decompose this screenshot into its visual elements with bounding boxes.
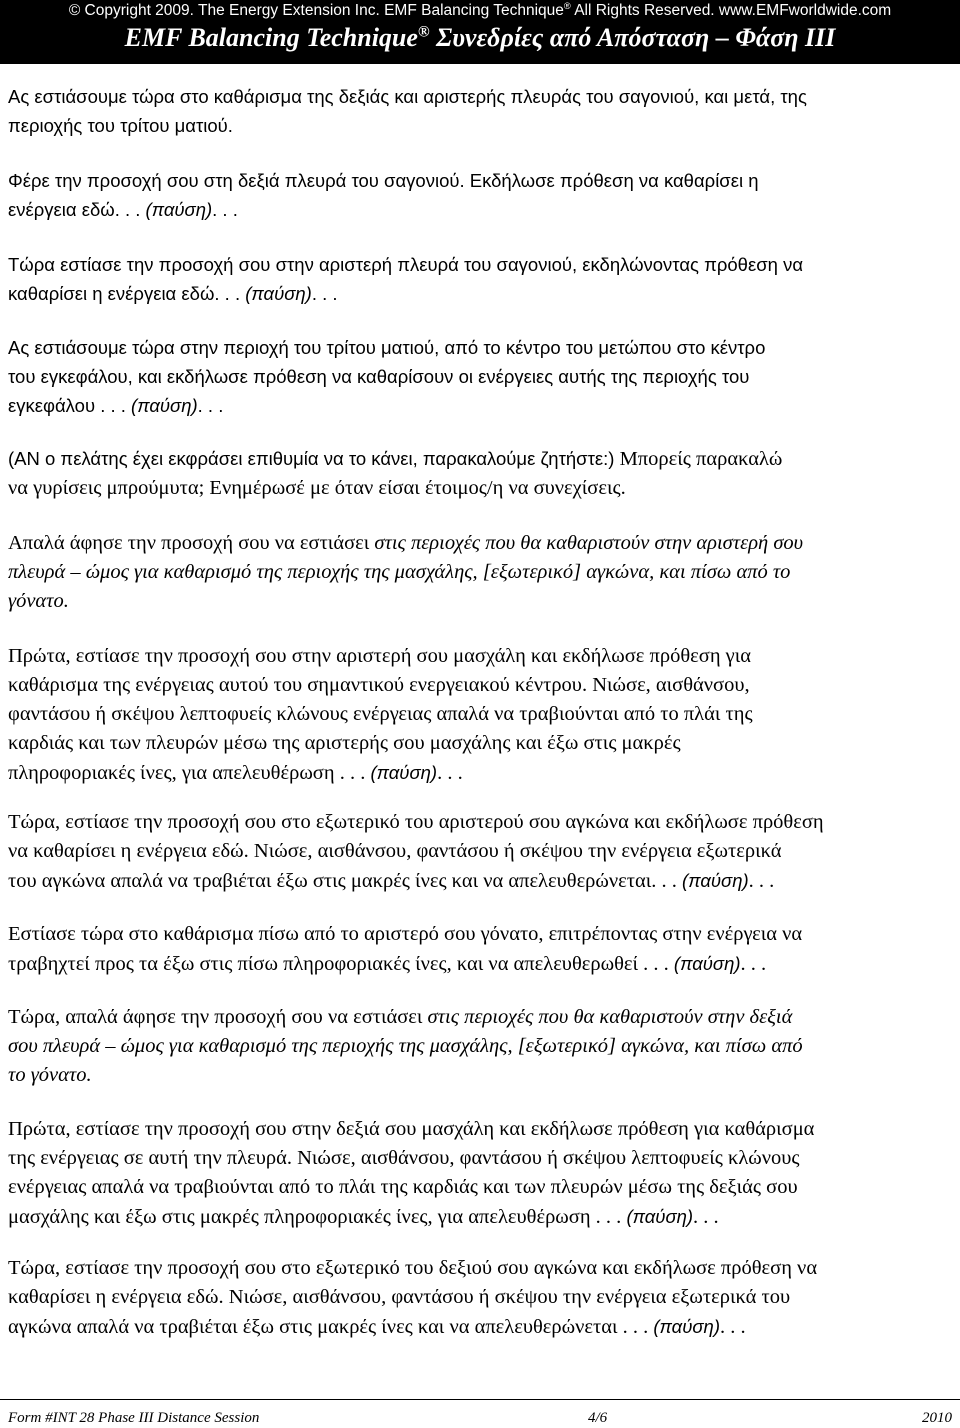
- pause-marker: (παύση): [245, 283, 312, 304]
- pause-marker: (παύση): [682, 870, 749, 891]
- text-line: ενέργεια εδώ. . .: [8, 199, 146, 220]
- footer-year: 2010: [922, 1410, 952, 1426]
- text-line: εγκεφάλου . . .: [8, 395, 132, 416]
- ellipsis: . . .: [212, 199, 238, 220]
- ellipsis: . . .: [197, 395, 224, 416]
- paragraph-4: [8, 333, 952, 420]
- text-line: καθάρισμα της ενέργειας αυτού του σημαντικού ενεργειακού κέντρου. Νιώσε, αισθάνσου,: [8, 674, 750, 696]
- text-line: Μπορείς παρακαλώ: [614, 448, 783, 470]
- text-line: καθαρίσει η ενέργεια εδώ. Νιώσε, αισθάνσου, φαντάσου ή σκέψου την ενέργεια εξωτερικά του: [8, 1286, 791, 1308]
- text-line: στις περιοχές που θα καθαριστούν στην δεξιά: [427, 1006, 793, 1028]
- text-line: Ενημέρωσέ με όταν είσαι έτοιμος/η να συνεχίσεις.: [204, 477, 626, 499]
- paragraph-10: [8, 1003, 952, 1090]
- text-line: Τώρα εστίασε την προσοχή σου στην αριστερή πλευρά του σαγονιού, εκδηλώνοντας πρόθεση να: [8, 254, 804, 275]
- registered-mark: ®: [563, 0, 571, 11]
- text-line: Τώρα, εστίασε την προσοχή σου στο εξωτερικό του δεξιού σου αγκώνα και εκδήλωσε πρόθεση να: [8, 1257, 818, 1279]
- title-subtitle: Συνεδρίες από Απόσταση – Φάση III: [429, 23, 836, 52]
- copyright-text: © Copyright 2009. The Energy Extension Inc. EMF Balancing Technique: [68, 2, 564, 19]
- text-line: στις περιοχές που θα καθαριστούν στην αριστερή σου: [374, 532, 804, 554]
- text-line: Απαλά άφησε την προσοχή σου να εστιάσει: [8, 532, 375, 554]
- text-line: Ας εστιάσουμε τώρα στο καθάρισμα της δεξιάς και αριστερής πλευράς του σαγονιού, και μετά, της: [8, 86, 807, 107]
- text-line: μασχάλης και έξω στις μακρές πληροφοριακές ίνες, για απελευθέρωση . . .: [8, 1206, 627, 1228]
- paragraph-9: [8, 920, 952, 979]
- text-line: να γυρίσεις μπρούμυτα;: [8, 477, 205, 499]
- text-line: Τώρα, εστίασε την προσοχή σου στο εξωτερικό του αριστερού σου αγκώνα και εκδήλωσε πρόθεση: [8, 811, 824, 833]
- pause-marker: (παύση): [653, 1316, 720, 1337]
- text-line: του εγκεφάλου, και εκδήλωσε πρόθεση να καθαρίσουν οι ενέργειες αυτής της περιοχής του: [8, 366, 750, 387]
- pause-marker: (παύση): [131, 395, 198, 416]
- paragraph-2: [8, 166, 952, 224]
- text-line: Πρώτα, εστίασε την προσοχή σου στην δεξιά σου μασχάλη και εκδήλωσε πρόθεση για καθάρισμα: [8, 1118, 815, 1140]
- instruction-note: (ΑΝ ο πελάτης έχει εκφράσει επιθυμία να το κάνει, παρακαλούμε ζητήστε:): [8, 448, 615, 469]
- text-line: του αγκώνα απαλά να τραβιέται έξω στις μακρές ίνες και να απελευθερώνεται. . .: [8, 870, 683, 892]
- page-header: [0, 0, 960, 64]
- text-line: πλευρά – ώμος για καθαρισμό της περιοχής της μασχάλης, [εξωτερικό] αγκώνα, και πίσω από το: [8, 561, 791, 583]
- footer-divider: [0, 1399, 960, 1400]
- text-line: φαντάσου ή σκέψου λεπτοφυείς κλώνους ενέργειας απαλά να τραβιούνται από το πλάι της: [8, 703, 753, 725]
- pause-marker: (παύση): [673, 953, 741, 974]
- text-line: ενέργειας απαλά να τραβιούνται από το πλάι της καρδιάς και των πλευρών μέσω της δεξιάς σου: [8, 1176, 798, 1198]
- paragraph-1: [8, 82, 952, 140]
- paragraph-11: [8, 1115, 952, 1232]
- ellipsis: . . .: [740, 953, 767, 975]
- text-line: να καθαρίσει η ενέργεια εδώ. Νιώσε, αισθάνσου, φαντάσου ή σκέψου την ενέργεια εξωτερικά: [8, 840, 782, 862]
- footer-page-number: 4/6: [588, 1410, 608, 1426]
- text-line: Εστίασε τώρα στο καθάρισμα πίσω από το αριστερό σου γόνατο, επιτρέποντας στην ενέργεια να: [8, 923, 803, 945]
- ellipsis: . . .: [720, 1316, 746, 1338]
- title-brand: EMF Balancing Technique: [124, 23, 418, 52]
- text-line: αγκώνα απαλά να τραβιέται έξω στις μακρές ίνες και να απελευθερώνεται . . .: [8, 1316, 654, 1338]
- text-line: Ας εστιάσουμε τώρα στην περιοχή του τρίτου ματιού, από το κέντρο του μετώπου στο κέντρο: [8, 337, 766, 358]
- footer-form-id: Form #INT 28 Phase III Distance Session: [8, 1410, 260, 1426]
- pause-marker: (παύση): [370, 762, 438, 783]
- document-title: [0, 21, 960, 55]
- text-line: Πρώτα, εστίασε την προσοχή σου στην αριστερή σου μασχάλη και εκδήλωσε πρόθεση για: [8, 645, 751, 667]
- text-line: περιοχής του τρίτου ματιού.: [8, 115, 233, 136]
- copyright-line: [0, 1, 960, 20]
- copyright-rights: All Rights Reserved. www.EMFworldwide.com: [570, 2, 892, 19]
- ellipsis: . . .: [311, 283, 338, 304]
- paragraph-8: [8, 808, 952, 896]
- text-line: γόνατο.: [8, 590, 69, 612]
- text-line: σου πλευρά – ώμος για καθαρισμό της περιοχής της μασχάλης, [εξωτερικό] αγκώνα, και πίσω από: [8, 1035, 803, 1057]
- text-line: καρδιάς και των πλευρών μέσω της αριστερής σου μασχάλης και έξω στις μακρές: [8, 732, 681, 754]
- paragraph-3: [8, 250, 952, 308]
- text-line: της ενέργειας σε αυτή την πλευρά. Νιώσε, αισθάνσου, φαντάσου ή σκέψου λεπτοφυείς κλώνους: [8, 1147, 800, 1169]
- text-line: Τώρα, απαλά άφησε την προσοχή σου να εστιάσει: [8, 1006, 428, 1028]
- text-line: πληροφοριακές ίνες, για απελευθέρωση . . .: [8, 762, 371, 784]
- paragraph-12: [8, 1254, 952, 1342]
- text-line: καθαρίσει η ενέργεια εδώ. . .: [8, 283, 246, 304]
- title-registered-mark: ®: [417, 23, 430, 41]
- paragraph-5: [8, 446, 952, 504]
- text-line: Φέρε την προσοχή σου στη δεξιά πλευρά του σαγονιού. Εκδήλωσε πρόθεση να καθαρίσει η: [8, 170, 759, 191]
- pause-marker: (παύση): [145, 199, 213, 220]
- paragraph-6: [8, 529, 952, 616]
- text-line: το γόνατο.: [8, 1064, 92, 1086]
- ellipsis: . . .: [748, 870, 775, 892]
- ellipsis: . . .: [693, 1206, 719, 1228]
- ellipsis: . . .: [437, 762, 463, 784]
- pause-marker: (παύση): [626, 1206, 694, 1227]
- text-line: τραβηχτεί προς τα έξω στις πίσω πληροφοριακές ίνες, και να απελευθερωθεί . . .: [8, 953, 674, 975]
- paragraph-7: [8, 642, 952, 788]
